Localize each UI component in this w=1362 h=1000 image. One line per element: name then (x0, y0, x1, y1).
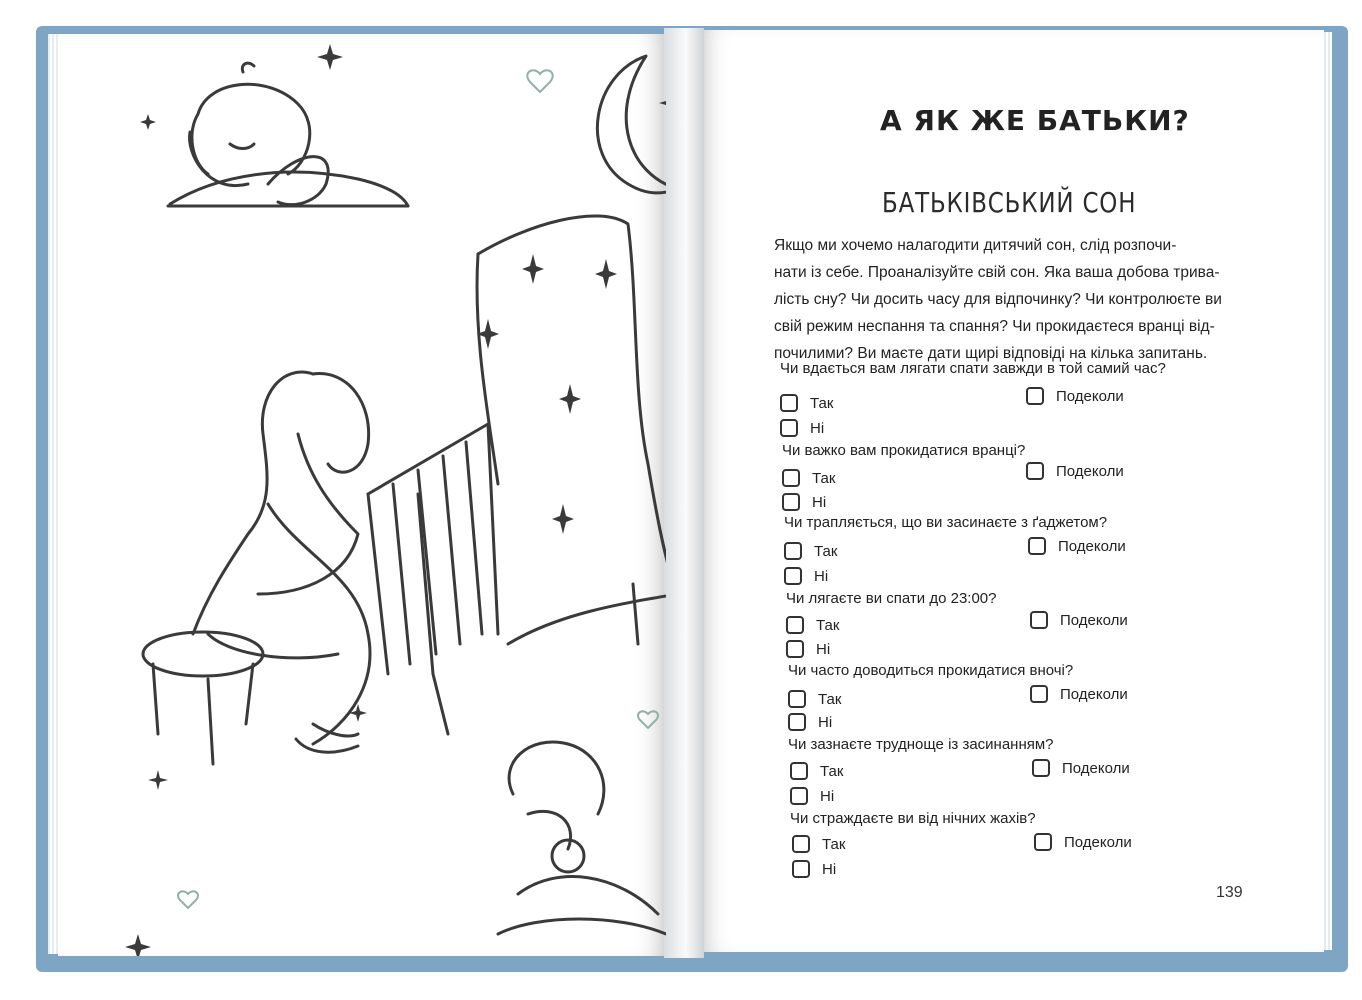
section-subtitle: БАТЬКІВСЬКИЙ СОН (882, 186, 1137, 219)
q1-option-sometimes[interactable]: Подеколи (1026, 387, 1124, 405)
checkbox-icon[interactable] (782, 469, 800, 487)
checkbox-icon[interactable] (1026, 387, 1044, 405)
q1-option-no[interactable]: Ні (780, 419, 824, 437)
bleed-through-text (170, 104, 630, 128)
checkbox-icon[interactable] (1034, 833, 1052, 851)
q4-option-sometimes[interactable]: Подеколи (1030, 611, 1128, 629)
q2-option-sometimes[interactable]: Подеколи (1026, 462, 1124, 480)
question-3: Чи трапляється, що ви засинаєте з ґаджетом? (784, 514, 1108, 531)
question-5: Чи часто доводиться прокидатися вночі? (788, 662, 1074, 679)
intro-line: свій режим неспання та спання? Чи прокидаєтеся вранці від- (774, 318, 1215, 335)
question-4: Чи лягаєте ви спати до 23:00? (786, 590, 997, 607)
q4-option-yes[interactable]: Так (786, 616, 839, 634)
sleep-illustration (58, 34, 666, 956)
q5-option-yes[interactable]: Так (788, 690, 841, 708)
checkbox-icon[interactable] (1030, 685, 1048, 703)
q4-option-no[interactable]: Ні (786, 640, 830, 658)
checkbox-icon[interactable] (788, 690, 806, 708)
page-title: А ЯК ЖЕ БАТЬКИ? (880, 104, 1190, 137)
checkbox-icon[interactable] (1028, 537, 1046, 555)
checkbox-icon[interactable] (786, 640, 804, 658)
checkbox-icon[interactable] (790, 762, 808, 780)
checkbox-icon[interactable] (780, 419, 798, 437)
page-number: 139 (1216, 884, 1243, 901)
baby-with-teddy-drawing (498, 742, 666, 934)
intro-line: нати із себе. Проаналізуйте свій сон. Яка ваша добова трива- (774, 264, 1220, 281)
crib-drawing (368, 216, 666, 734)
q5-option-no[interactable]: Ні (788, 713, 832, 731)
q7-option-sometimes[interactable]: Подеколи (1034, 833, 1132, 851)
checkbox-icon[interactable] (792, 835, 810, 853)
checkbox-icon[interactable] (782, 493, 800, 511)
intro-paragraph (774, 232, 1244, 367)
q7-option-yes[interactable]: Так (792, 835, 845, 853)
q7-option-no[interactable]: Ні (792, 860, 836, 878)
q6-option-sometimes[interactable]: Подеколи (1032, 759, 1130, 777)
book-spine (664, 28, 704, 958)
q6-option-no[interactable]: Ні (790, 787, 834, 805)
intro-line: лість сну? Чи досить часу для відпочинку? Чи контролюєте ви (774, 291, 1222, 308)
checkbox-icon[interactable] (1026, 462, 1044, 480)
checkbox-icon[interactable] (790, 787, 808, 805)
intro-line: Якщо ми хочемо налагодити дитячий сон, слід розпочи- (774, 237, 1177, 254)
question-6: Чи зазнаєте трудноще із засинанням? (788, 736, 1054, 753)
q2-option-no[interactable]: Ні (782, 493, 826, 511)
q5-option-sometimes[interactable]: Подеколи (1030, 685, 1128, 703)
hearts-decoration (178, 70, 658, 908)
sleeping-baby-drawing (168, 63, 408, 206)
checkbox-icon[interactable] (792, 860, 810, 878)
q3-option-sometimes[interactable]: Подеколи (1028, 537, 1126, 555)
question-7: Чи страждаєте ви від нічних жахів? (790, 810, 1036, 827)
q3-option-yes[interactable]: Так (784, 542, 837, 560)
checkbox-icon[interactable] (1030, 611, 1048, 629)
question-1: Чи вдається вам лягати спати завжди в той самий час? (780, 360, 1166, 377)
checkbox-icon[interactable] (780, 394, 798, 412)
intro-line: почилими? Ви маєте дати щирі відповіді на кілька запитань. (774, 345, 1208, 362)
checkbox-icon[interactable] (1032, 759, 1050, 777)
q3-option-no[interactable]: Ні (784, 567, 828, 585)
q6-option-yes[interactable]: Так (790, 762, 843, 780)
checkbox-icon[interactable] (786, 616, 804, 634)
checkbox-icon[interactable] (788, 713, 806, 731)
tired-mother-drawing (193, 372, 370, 752)
question-2: Чи важко вам прокидатися вранці? (782, 442, 1026, 459)
q2-option-yes[interactable]: Так (782, 469, 835, 487)
q1-option-yes[interactable]: Так (780, 394, 833, 412)
checkbox-icon[interactable] (784, 542, 802, 560)
checkbox-icon[interactable] (784, 567, 802, 585)
